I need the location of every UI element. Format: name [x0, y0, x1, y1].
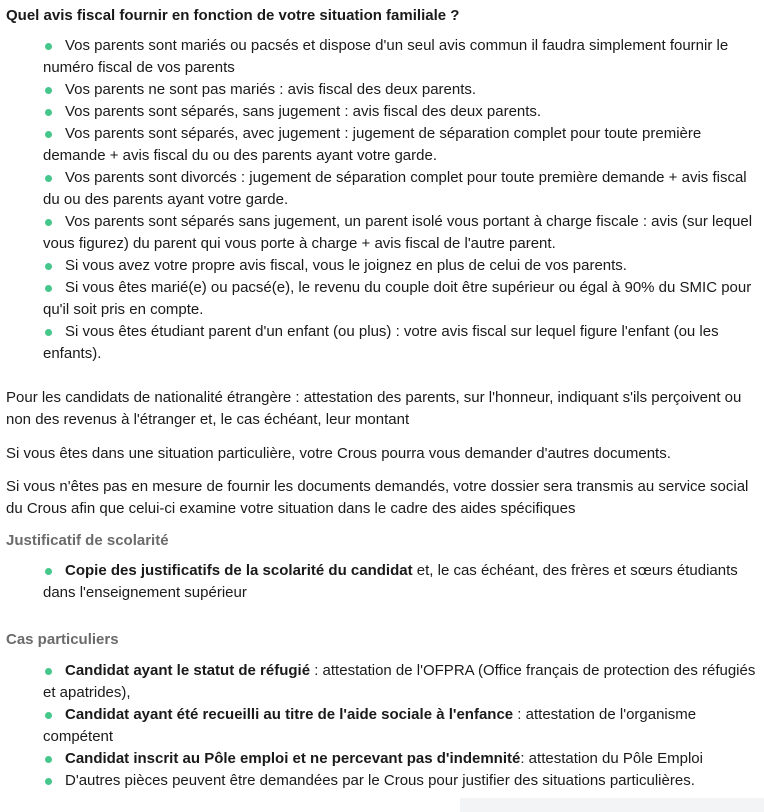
bullet-dot-icon: [45, 285, 52, 292]
bullet-dot-icon: [45, 568, 52, 575]
situations-list: [6, 35, 758, 365]
bullet-dot-icon: [45, 109, 52, 116]
list-item: Copie des justificatifs de la scolarité du candidat et, le cas échéant, des frères et sœurs étudiants dans l'enseignement supérieur: [43, 562, 738, 601]
social-service-paragraph: Si vous n'êtes pas en mesure de fournir les documents demandés, votre dossier sera transmis au service social du Crous afin que celui-ci examine votre situation dans le cadre des aides spécifiques: [6, 478, 749, 517]
section-title-cas-particuliers: Cas particuliers: [6, 631, 119, 648]
bullet-dot-icon: [45, 43, 52, 50]
bullet-dot-icon: [45, 756, 52, 763]
footer-fade: [460, 798, 764, 812]
list-item: Vos parents sont séparés sans jugement, un parent isolé vous portant à charge fiscale : avis (sur lequel vous figurez) du parent qui vous porte à charge + avis fiscal de l'autre parent.: [43, 213, 753, 252]
page-title: Quel avis fiscal fournir en fonction de votre situation familiale ?: [6, 7, 460, 24]
scolarite-list: [6, 560, 758, 604]
bullet-dot-icon: [45, 263, 52, 270]
bullet-dot-icon: [45, 219, 52, 226]
bullet-dot-icon: [45, 131, 52, 138]
bullet-dot-icon: [45, 87, 52, 94]
section-title-scolarite: Justificatif de scolarité: [6, 532, 169, 549]
list-item: Si vous êtes étudiant parent d'un enfant (ou plus) : votre avis fiscal sur lequel figure l'enfant (ou les enfants).: [43, 323, 719, 362]
list-item: Vos parents sont divorcés : jugement de séparation complet pour toute première demande + avis fiscal du ou des parents ayant votre garde.: [43, 169, 747, 208]
particular-situation-paragraph: Si vous êtes dans une situation particulière, votre Crous pourra vous demander d'autres documents.: [6, 445, 671, 462]
bullet-dot-icon: [45, 778, 52, 785]
list-item: Si vous êtes marié(e) ou pacsé(e), le revenu du couple doit être supérieur ou égal à 90% du SMIC pour qu'il soit pris en compte.: [43, 279, 752, 318]
list-item: D'autres pièces peuvent être demandées par le Crous pour justifier des situations particulières.: [6, 770, 758, 792]
bullet-dot-icon: [45, 668, 52, 675]
list-item: Candidat inscrit au Pôle emploi et ne percevant pas d'indemnité: attestation du Pôle Emploi: [6, 748, 758, 770]
list-item: Vos parents ne sont pas mariés : avis fiscal des deux parents.: [6, 79, 758, 101]
foreign-candidates-paragraph: Pour les candidats de nationalité étrangère : attestation des parents, sur l'honneur, indiquant s'ils perçoivent ou non des revenus à l'étranger et, le cas échéant, leur montant: [6, 389, 742, 428]
list-item: Vos parents sont séparés, sans jugement : avis fiscal des deux parents.: [6, 101, 758, 123]
list-item: Vos parents sont mariés ou pacsés et dispose d'un seul avis commun il faudra simplement fournir le numéro fiscal de vos parents: [43, 37, 729, 76]
bullet-dot-icon: [45, 175, 52, 182]
list-item: Vos parents sont séparés, avec jugement : jugement de séparation complet pour toute première demande + avis fiscal du ou des parents ayant votre garde.: [43, 125, 702, 164]
bullet-dot-icon: [45, 712, 52, 719]
list-item: Candidat ayant été recueilli au titre de l'aide sociale à l'enfance : attestation de l'organisme compétent: [43, 706, 697, 745]
list-item: Candidat ayant le statut de réfugié : attestation de l'OFPRA (Office français de protection des réfugiés et apatrides),: [43, 662, 756, 701]
list-item: Si vous avez votre propre avis fiscal, vous le joignez en plus de celui de vos parents.: [6, 255, 758, 277]
cas-particuliers-list: [6, 660, 758, 792]
bullet-dot-icon: [45, 329, 52, 336]
